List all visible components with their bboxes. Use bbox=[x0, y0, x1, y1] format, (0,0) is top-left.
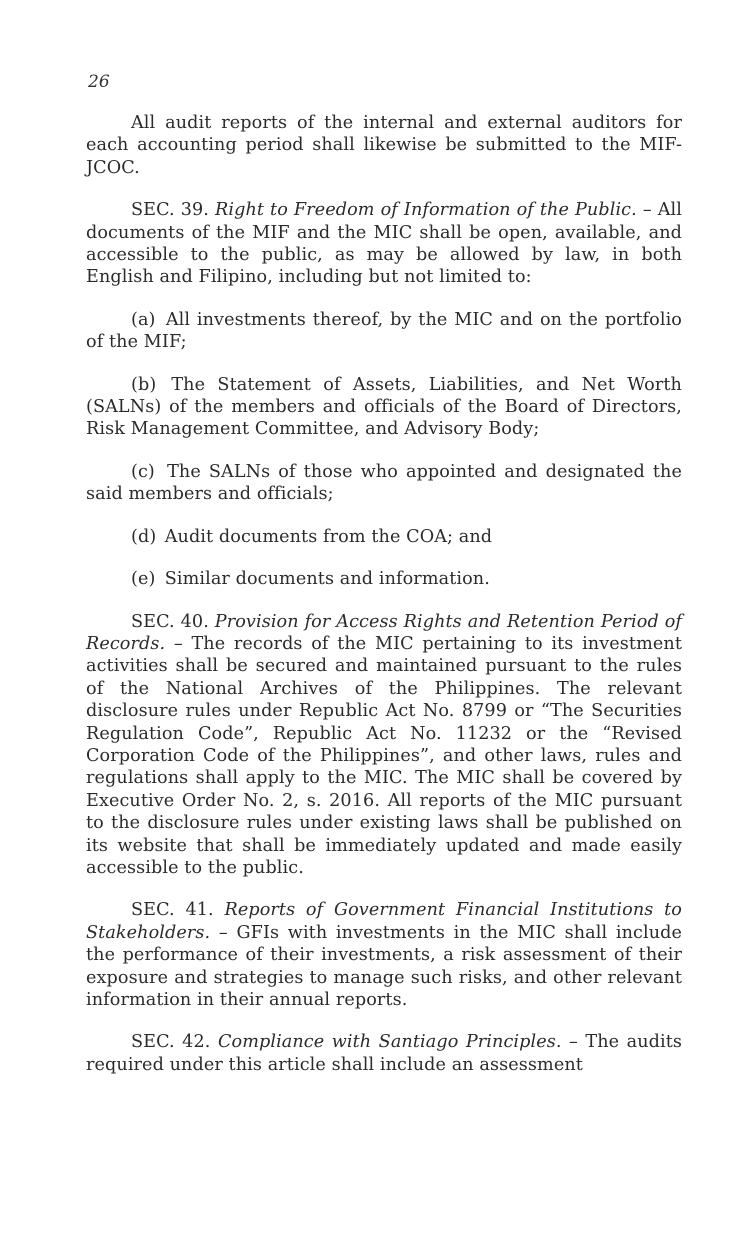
section-title: Right to Freedom of Information of the Public. bbox=[215, 200, 637, 221]
section-42 bbox=[86, 1031, 682, 1076]
section-number: SEC. 39. bbox=[131, 200, 210, 221]
paragraph-text: All audit reports of the internal and external auditors for each accounting period shall likewise be submitted to the MIF-JCOC. bbox=[86, 113, 682, 178]
section-40 bbox=[86, 611, 682, 880]
section-title: Compliance with Santiago Principles. bbox=[217, 1032, 562, 1053]
list-item-label: (e) bbox=[131, 569, 156, 590]
list-item-text: The SALNs of those who appointed and designated the said members and officials; bbox=[86, 461, 682, 505]
list-item-e bbox=[86, 568, 682, 590]
section-41 bbox=[86, 899, 682, 1011]
section-text: – All documents of the MIF and the MIC shall be open, available, and accessible to the public, as may be allowed by law, in both English and Filipino, including but not limited to: bbox=[86, 200, 682, 288]
list-item-text: Similar documents and information. bbox=[164, 569, 490, 590]
section-text: – The records of the MIC pertaining to its investment activities shall be secured and maintained pursuant to the rules of the National Archives of the Philippines. The relevant disclosure rules under Republic Act No. 8799 or “The Securities Regulation Code”, Republic Act No. 11232 or the “Revised Corporation Code of the Philippines”, and other laws, rules and regulations shall apply to the MIC. The MIC shall be covered by Executive Order No. 2, s. 2016. All reports of the MIC pursuant to the disclosure rules under existing laws shall be published on its website that shall be immediately updated and made easily accessible to the public. bbox=[86, 633, 682, 878]
list-item-text: All investments thereof, by the MIC and on the portfolio of the MIF; bbox=[86, 309, 683, 353]
list-item-label: (d) bbox=[131, 526, 157, 547]
list-item-text: The Statement of Assets, Liabilities, and Net Worth (SALNs) of the members and officials of the Board of Directors, Risk Management Committee, and Advisory Body; bbox=[86, 374, 682, 440]
list-item-label: (c) bbox=[131, 461, 155, 482]
document-body bbox=[86, 112, 682, 1096]
section-text: – The audits required under this article shall include an assessment bbox=[86, 1032, 683, 1075]
section-title: Reports of Government Financial Institutions to Stakeholders. bbox=[86, 900, 682, 943]
page-number: 26 bbox=[88, 72, 110, 92]
list-item-label: (a) bbox=[131, 309, 156, 330]
section-number: SEC. 42. bbox=[131, 1032, 211, 1053]
paragraph-audit-reports bbox=[86, 112, 682, 179]
list-item-text: Audit documents from the COA; and bbox=[164, 526, 493, 547]
list-item-c bbox=[86, 461, 682, 506]
section-title: Provision for Access Rights and Retention Period of Records. bbox=[86, 611, 682, 654]
list-item-b bbox=[86, 374, 682, 441]
list-item-d bbox=[86, 526, 682, 548]
list-item-a bbox=[86, 309, 682, 354]
section-number: SEC. 41. bbox=[131, 900, 214, 921]
section-text: – GFIs with investments in the MIC shall include the performance of their investments, a risk assessment of their exposure and strategies to manage such risks, and other relevant information in their annual reports. bbox=[86, 922, 683, 1010]
section-39 bbox=[86, 199, 682, 289]
list-item-label: (b) bbox=[131, 374, 157, 395]
section-number: SEC. 40. bbox=[131, 611, 209, 632]
